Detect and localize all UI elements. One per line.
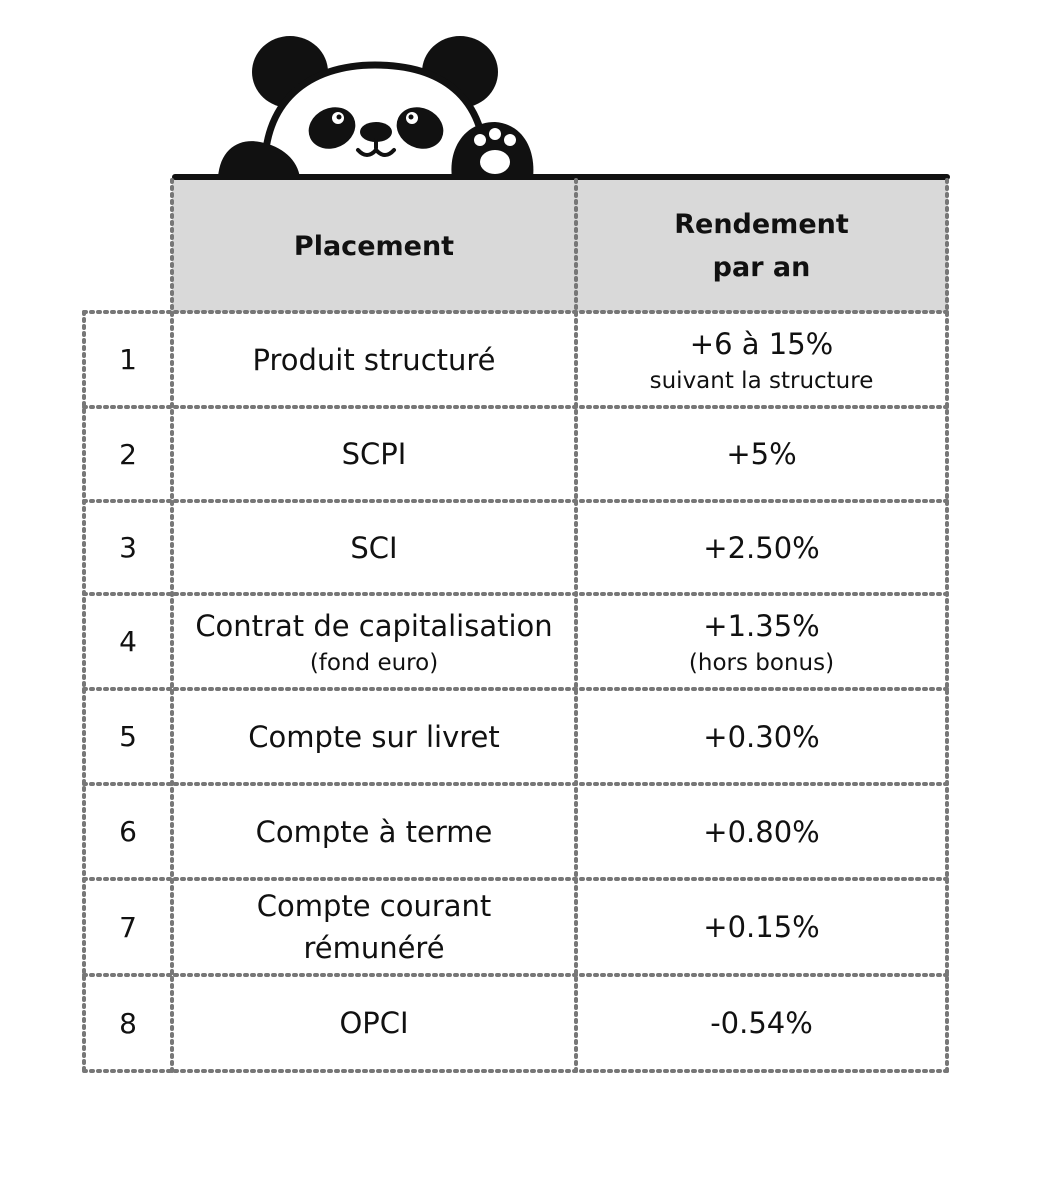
placement-cell xyxy=(172,594,576,689)
row-number-value: 1 xyxy=(119,343,137,376)
header-placement-label: Placement xyxy=(293,230,455,262)
row-number xyxy=(84,501,172,594)
placement-cell xyxy=(172,407,576,501)
rendement-cell xyxy=(576,975,947,1071)
rendement-note: suivant la structure xyxy=(649,367,874,394)
placement-cell xyxy=(172,312,576,407)
header-placement xyxy=(172,180,576,312)
row-number xyxy=(84,784,172,879)
placement-name: SCPI xyxy=(341,437,407,471)
row-number xyxy=(84,879,172,975)
rendement-cell xyxy=(576,312,947,407)
row-number-value: 3 xyxy=(119,531,137,564)
row-number-value: 4 xyxy=(119,625,137,658)
rendement-value: +2.50% xyxy=(703,530,820,565)
header-rendement-line1: Rendement xyxy=(674,209,849,240)
rendement-note: (hors bonus) xyxy=(688,649,835,676)
rendement-value: +0.80% xyxy=(703,814,820,849)
row-number xyxy=(84,689,172,784)
placement-name: Compte courant xyxy=(256,889,492,923)
placement-cell xyxy=(172,689,576,784)
placement-cell xyxy=(172,501,576,594)
rendement-cell xyxy=(576,407,947,501)
rendement-value: +5% xyxy=(726,437,797,471)
row-number xyxy=(84,312,172,407)
row-number-value: 6 xyxy=(119,815,137,848)
rendement-value: +0.30% xyxy=(703,719,820,754)
row-number xyxy=(84,594,172,689)
row-number-value: 7 xyxy=(119,910,137,944)
rendement-cell xyxy=(576,784,947,879)
row-number-value: 2 xyxy=(119,437,137,471)
rendement-cell xyxy=(576,501,947,594)
placement-name: Compte sur livret xyxy=(248,719,500,754)
placement-name: OPCI xyxy=(339,1006,409,1040)
placement-cell xyxy=(172,784,576,879)
row-number-value: 8 xyxy=(119,1006,137,1040)
placement-name: Contrat de capitalisation xyxy=(195,608,553,643)
rendement-cell xyxy=(576,689,947,784)
rendement-value: +1.35% xyxy=(703,608,820,643)
placement-name: Produit structuré xyxy=(252,342,496,377)
placement-note: (fond euro) xyxy=(309,649,439,676)
rendement-value: -0.54% xyxy=(710,1006,813,1040)
placement-name: SCI xyxy=(350,530,398,565)
header-rendement-line2: par an xyxy=(712,252,811,283)
placement-cell xyxy=(172,975,576,1071)
placement-cell xyxy=(172,879,576,975)
rendement-value: +6 à 15% xyxy=(689,326,834,361)
rendement-cell xyxy=(576,879,947,975)
placement-name-line2: rémunéré xyxy=(303,931,445,965)
row-number xyxy=(84,975,172,1071)
placement-name: Compte à terme xyxy=(255,814,493,849)
rendement-value: +0.15% xyxy=(703,910,820,944)
row-number-value: 5 xyxy=(119,720,137,753)
rendement-cell xyxy=(576,594,947,689)
row-number xyxy=(84,407,172,501)
header-rendement xyxy=(576,180,947,312)
